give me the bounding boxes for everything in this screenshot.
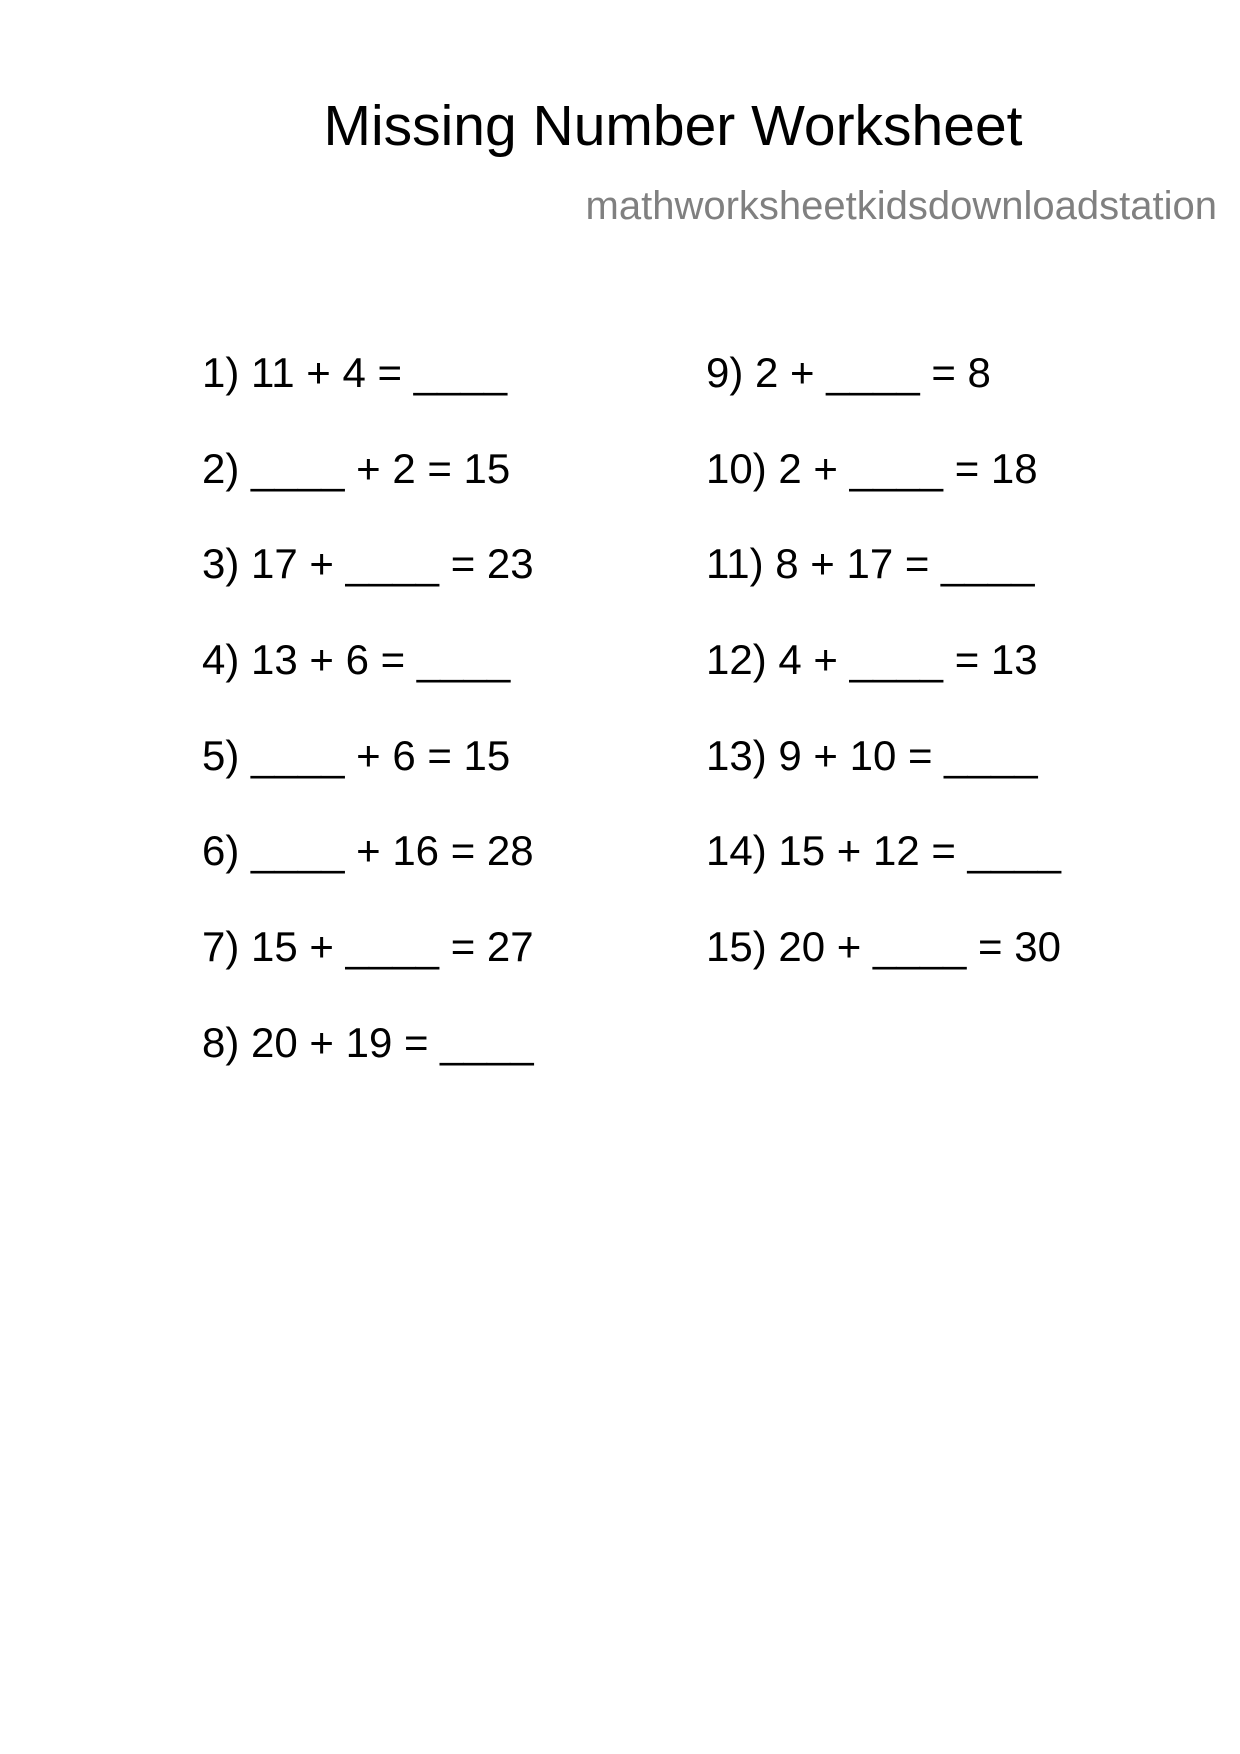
problem: 15) 20 + ____ = 30 (706, 923, 1061, 971)
problem: 1) 11 + 4 = ____ (202, 349, 508, 396)
problem: 7) 15 + ____ = 27 (202, 923, 534, 971)
problem: 12) 4 + ____ = 13 (706, 636, 1038, 684)
watermark-text: mathworksheetkidsdownloadstation (585, 184, 1217, 228)
problem: 13) 9 + 10 = ____ (706, 731, 1038, 779)
problem: 11) 8 + 17 = ____ (706, 540, 1035, 588)
problem: 5) ____ + 6 = 15 (202, 731, 511, 779)
problems-column-right (706, 349, 1061, 1022)
problem: 6) ____ + 16 = 28 (202, 827, 534, 875)
problem: 9) 2 + ____ = 8 (706, 349, 991, 396)
problem: 2) ____ + 2 = 15 (202, 444, 511, 492)
problem: 4) 13 + 6 = ____ (202, 636, 511, 684)
problem: 8) 20 + 19 = ____ (202, 1018, 534, 1066)
worksheet-title: Missing Number Worksheet (323, 94, 1023, 158)
problems-column-left (202, 349, 534, 1118)
problem: 14) 15 + 12 = ____ (706, 827, 1061, 875)
problem: 3) 17 + ____ = 23 (202, 540, 534, 588)
problem: 10) 2 + ____ = 18 (706, 444, 1038, 492)
